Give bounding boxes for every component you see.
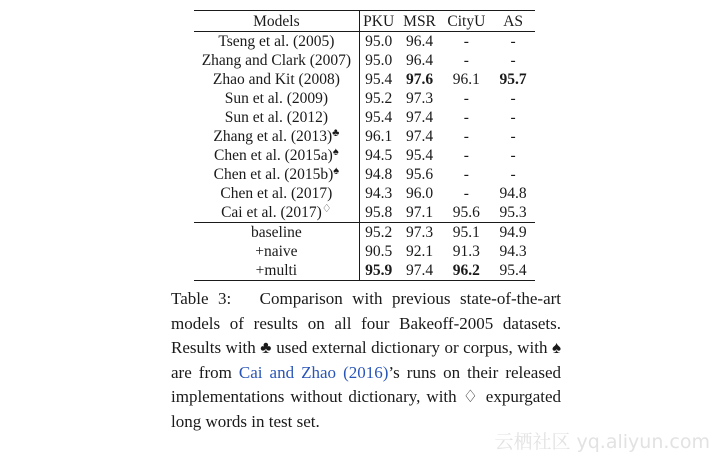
caption-text-3: are from xyxy=(171,362,232,382)
caption-label: Table 3: xyxy=(171,289,232,308)
score-cell: 95.6 xyxy=(405,166,434,183)
score-cell: 95.7 xyxy=(499,71,527,88)
table-row xyxy=(194,127,535,146)
model-name-cell xyxy=(194,223,359,243)
table-row xyxy=(194,223,535,243)
score-cell: - xyxy=(463,128,469,145)
model-name: Tseng et al. (2005) xyxy=(218,33,335,50)
model-name: Cai et al. (2017) xyxy=(221,204,322,221)
model-name: Zhang and Clark (2007) xyxy=(201,52,352,69)
model-name: +multi xyxy=(255,262,298,279)
header-models: Models xyxy=(194,11,359,32)
club-icon: ♣ xyxy=(260,338,272,358)
model-name: +naive xyxy=(255,243,298,260)
score-cell: 94.3 xyxy=(365,185,393,202)
score-cell: 95.9 xyxy=(365,262,393,279)
table-row xyxy=(194,242,535,261)
model-marker-icon: ♠ xyxy=(332,146,339,158)
score-cell: 96.2 xyxy=(452,262,480,279)
caption-text-1: Comparison with previous state-of-the-art models of results on all four Bakeoff-2005 datasets. Results with xyxy=(171,289,561,358)
score-cell: 97.4 xyxy=(405,262,434,279)
score-cell: - xyxy=(510,90,516,107)
table-row xyxy=(194,51,535,70)
table-row xyxy=(194,203,535,223)
watermark: 云栖社区 yq.aliyun.com xyxy=(494,431,710,453)
table-header-row xyxy=(194,11,535,32)
score-cell: 96.1 xyxy=(365,128,393,145)
model-marker-icon: ♠ xyxy=(333,165,340,177)
score-cell: 95.8 xyxy=(365,204,393,221)
model-name: Chen et al. (2015b) xyxy=(213,166,334,183)
score-cell: 95.3 xyxy=(499,204,527,221)
model-name: Zhang et al. (2013) xyxy=(213,128,333,145)
model-name-cell xyxy=(194,203,359,223)
model-name: Chen et al. (2015a) xyxy=(214,147,333,164)
score-cell: 94.9 xyxy=(499,224,527,241)
model-name-cell xyxy=(194,51,359,70)
model-name-cell xyxy=(194,146,359,165)
table-row xyxy=(194,32,535,52)
table-row xyxy=(194,108,535,127)
score-cell: 95.2 xyxy=(365,224,393,241)
score-cell: 94.3 xyxy=(499,243,527,260)
score-cell: 90.5 xyxy=(365,243,393,260)
model-name-cell xyxy=(194,261,359,281)
model-name: baseline xyxy=(250,224,302,241)
score-cell: 96.4 xyxy=(405,33,434,50)
table-row xyxy=(194,261,535,281)
score-cell: 97.6 xyxy=(405,71,434,88)
score-cell: 95.4 xyxy=(405,147,434,164)
score-cell: - xyxy=(463,166,469,183)
score-cell: 95.6 xyxy=(452,204,480,221)
score-cell: - xyxy=(510,147,516,164)
score-cell: - xyxy=(463,90,469,107)
score-cell: 97.1 xyxy=(405,204,434,221)
score-cell: - xyxy=(510,52,516,69)
caption-text-2: used external dictionary or corpus, with xyxy=(276,338,548,358)
score-cell: 97.3 xyxy=(405,224,434,241)
score-cell: 96.0 xyxy=(405,185,434,202)
score-cell: 95.4 xyxy=(365,71,393,88)
score-cell: 95.4 xyxy=(499,262,527,279)
comparison-table-container xyxy=(194,10,535,281)
model-marker-icon: ♢ xyxy=(321,203,332,215)
model-name-cell xyxy=(194,242,359,261)
header-msr: MSR xyxy=(403,12,436,30)
header-cityu: CityU xyxy=(447,12,486,30)
score-cell: 94.8 xyxy=(365,166,393,183)
score-cell: 96.4 xyxy=(405,52,434,69)
score-cell: 95.1 xyxy=(452,224,480,241)
score-cell: - xyxy=(463,147,469,164)
score-cell: - xyxy=(510,128,516,145)
score-cell: - xyxy=(463,52,469,69)
model-name: Sun et al. (2012) xyxy=(224,109,329,126)
score-cell: - xyxy=(510,166,516,183)
score-cell: 92.1 xyxy=(405,243,434,260)
score-cell: 94.5 xyxy=(365,147,393,164)
model-name-cell xyxy=(194,89,359,108)
header-as: AS xyxy=(503,12,524,30)
caption-text-4: ’s runs on their released implementations without dictionary, with xyxy=(171,362,562,407)
score-cell: - xyxy=(463,185,469,202)
score-cell: 91.3 xyxy=(452,243,480,260)
header-pku: PKU xyxy=(363,12,395,30)
score-cell: 95.0 xyxy=(365,52,393,69)
score-cell: 97.4 xyxy=(405,128,434,145)
model-name: Chen et al. (2017) xyxy=(220,185,333,202)
table-row xyxy=(194,165,535,184)
model-name: Sun et al. (2009) xyxy=(224,90,329,107)
score-cell: - xyxy=(510,109,516,126)
table-row xyxy=(194,184,535,203)
score-cell: 97.3 xyxy=(405,90,434,107)
score-cell: 96.1 xyxy=(452,71,480,88)
model-name-cell xyxy=(194,108,359,127)
model-marker-icon: ♣ xyxy=(332,127,340,139)
citation-link[interactable]: Cai and Zhao (2016) xyxy=(238,362,389,382)
model-name-cell xyxy=(194,70,359,89)
spade-icon: ♠ xyxy=(551,338,562,358)
score-cell: 95.2 xyxy=(365,90,393,107)
score-cell: 94.8 xyxy=(499,185,527,202)
table-row xyxy=(194,146,535,165)
caption-text-5: expurgated long words in test set. xyxy=(171,387,562,431)
model-name: Zhao and Kit (2008) xyxy=(212,71,340,88)
table-row xyxy=(194,89,535,108)
model-name-cell xyxy=(194,165,359,184)
score-cell: - xyxy=(463,109,469,126)
score-cell: - xyxy=(510,33,516,50)
model-name-cell xyxy=(194,127,359,146)
score-cell: - xyxy=(463,33,469,50)
model-name-cell xyxy=(194,184,359,203)
score-cell: 97.4 xyxy=(405,109,434,126)
table-body xyxy=(194,32,535,281)
table-row xyxy=(194,70,535,89)
model-name-cell xyxy=(194,32,359,52)
comparison-table xyxy=(194,10,535,281)
score-cell: 95.0 xyxy=(365,33,393,50)
diamond-icon: ♢ xyxy=(462,387,480,407)
score-cell: 95.4 xyxy=(365,109,393,126)
table-caption xyxy=(171,287,561,435)
